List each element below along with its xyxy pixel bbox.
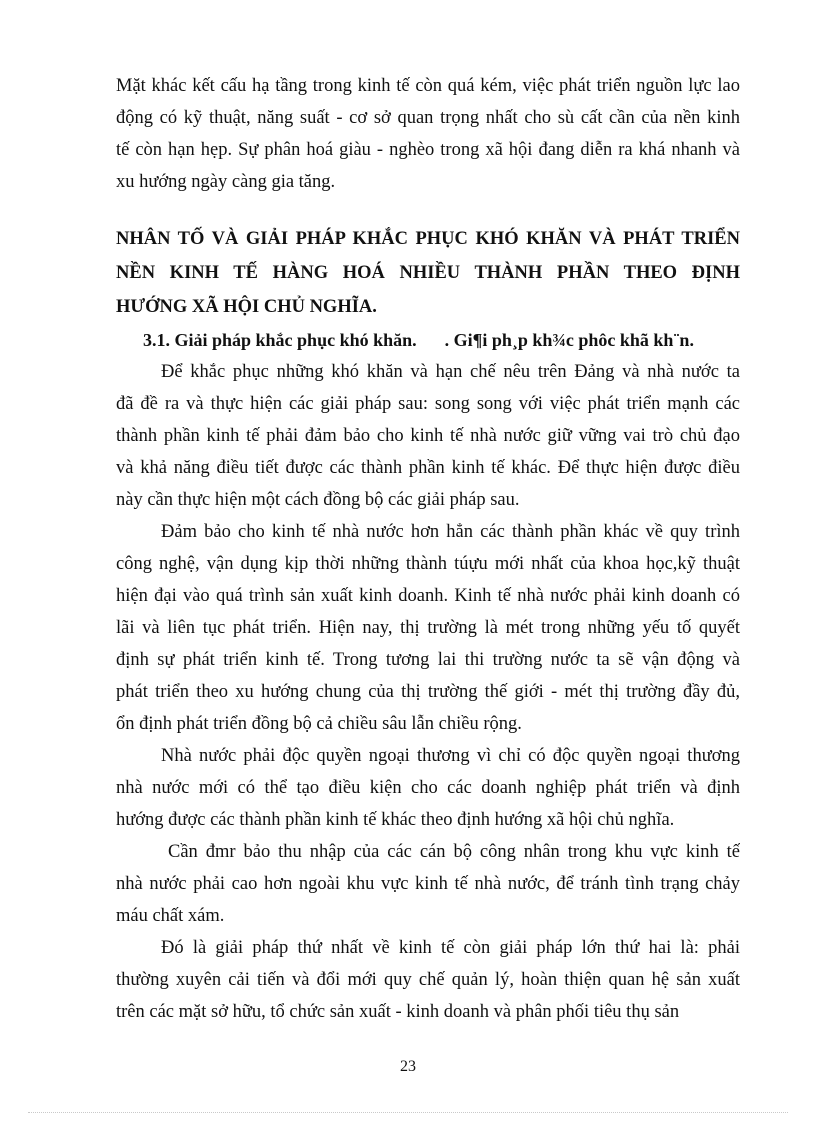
text-line: máu chất xám. (116, 906, 225, 926)
text-line: động có kỹ thuật, năng suất - cơ sở quan trọng nhất cho sù cất cần của nền kinh (116, 108, 740, 128)
subheading-title: 3.1. Giải pháp khắc phục khó khăn. (143, 330, 417, 350)
text-line: Nhà nước phải độc quyền ngoại thương vì chỉ có độc quyền ngoại thương (161, 746, 740, 766)
text-line: Mặt khác kết cấu hạ tầng trong kinh tế còn quá kém, việc phát triển nguồn lực lao (116, 76, 740, 96)
text-line: phát triển theo xu hướng chung của thị trường thế giới - mét thị trường đầy đủ, (116, 682, 740, 702)
heading-line: NỀN KINH TẾ HÀNG HOÁ NHIỀU THÀNH PHẦN THEO ĐỊNH (116, 263, 740, 283)
text-line: thành phần kinh tế phải đảm bảo cho kinh tế nhà nước giữ vững vai trò chủ đạo (116, 426, 740, 446)
text-line: Cần đmr bảo thu nhập của các cán bộ công nhân trong khu vực kinh tế (168, 842, 740, 862)
text-line: tế còn hạn hẹp. Sự phân hoá giàu - nghèo trong xã hội đang diễn ra khá nhanh và (116, 140, 740, 160)
page-edge-divider (28, 1112, 788, 1113)
section-heading (116, 222, 740, 324)
paragraph-1 (116, 356, 740, 516)
text-line: nhà nước mới có thể tạo điều kiện cho các doanh nghiệp phát triển và định (116, 778, 740, 798)
page-number: 23 (400, 1058, 416, 1075)
heading-line: NHÂN TỐ VÀ GIẢI PHÁP KHẮC PHỤC KHÓ KHĂN VÀ PHÁT TRIỂN (116, 229, 740, 249)
text-line: đã đề ra và thực hiện các giải pháp sau: song song với việc phát triển mạnh các (116, 394, 740, 414)
text-line: Đảm bảo cho kinh tế nhà nước hơn hẳn các thành phần khác về quy trình (161, 522, 740, 542)
paragraph-3 (116, 740, 740, 836)
text-line: Đó là giải pháp thứ nhất về kinh tế còn giải pháp lớn thứ hai là: phải (161, 938, 740, 958)
page-body (116, 70, 740, 1028)
text-line: trên các mặt sở hữu, tổ chức sản xuất - kinh doanh và phân phối tiêu thụ sản (116, 1002, 680, 1022)
text-line: định sự phát triển kinh tế. Trong tương lai thi trường nước ta sẽ vận động và (116, 650, 740, 670)
paragraph-5 (116, 932, 740, 1028)
subheading-garbled: . Gi¶i ph¸p kh¾c phôc khã kh¨n. (444, 330, 694, 350)
text-line: xu hướng ngày càng gia tăng. (116, 172, 336, 192)
paragraph-4 (116, 836, 740, 932)
text-line: nhà nước phải cao hơn ngoài khu vực kinh tế nhà nước, để tránh tình trạng chảy (116, 874, 740, 894)
subheading (116, 324, 740, 356)
text-line: và khả năng điều tiết được các thành phần kinh tế khác. Để thực hiện được điều (116, 458, 740, 478)
paragraph-intro (116, 70, 740, 198)
text-line: này cần thực hiện một cách đồng bộ các giải pháp sau. (116, 490, 520, 510)
text-line: hiện đại vào quá trình sản xuất kinh doanh. Kinh tế nhà nước phải kinh doanh có (116, 586, 740, 606)
text-line: lãi và liên tục phát triển. Hiện nay, thị trường là mét trong những yếu tố quyết (116, 618, 740, 638)
heading-line: HƯỚNG XÃ HỘI CHỦ NGHĨA. (116, 297, 377, 317)
paragraph-2 (116, 516, 740, 740)
text-line: ổn định phát triển đồng bộ cả chiều sâu lẫn chiều rộng. (116, 714, 522, 734)
text-line: hướng được các thành phần kinh tế khác theo định hướng xã hội chủ nghĩa. (116, 810, 675, 830)
text-line: Để khắc phục những khó khăn và hạn chế nêu trên Đảng và nhà nước ta (161, 362, 740, 382)
text-line: công nghệ, vận dụng kịp thời những thành túựu mới nhất của khoa học,kỹ thuật (116, 554, 740, 574)
text-line: thường xuyên cải tiến và đổi mới quy chế quản lý, hoàn thiện quan hệ sản xuất (116, 970, 740, 990)
